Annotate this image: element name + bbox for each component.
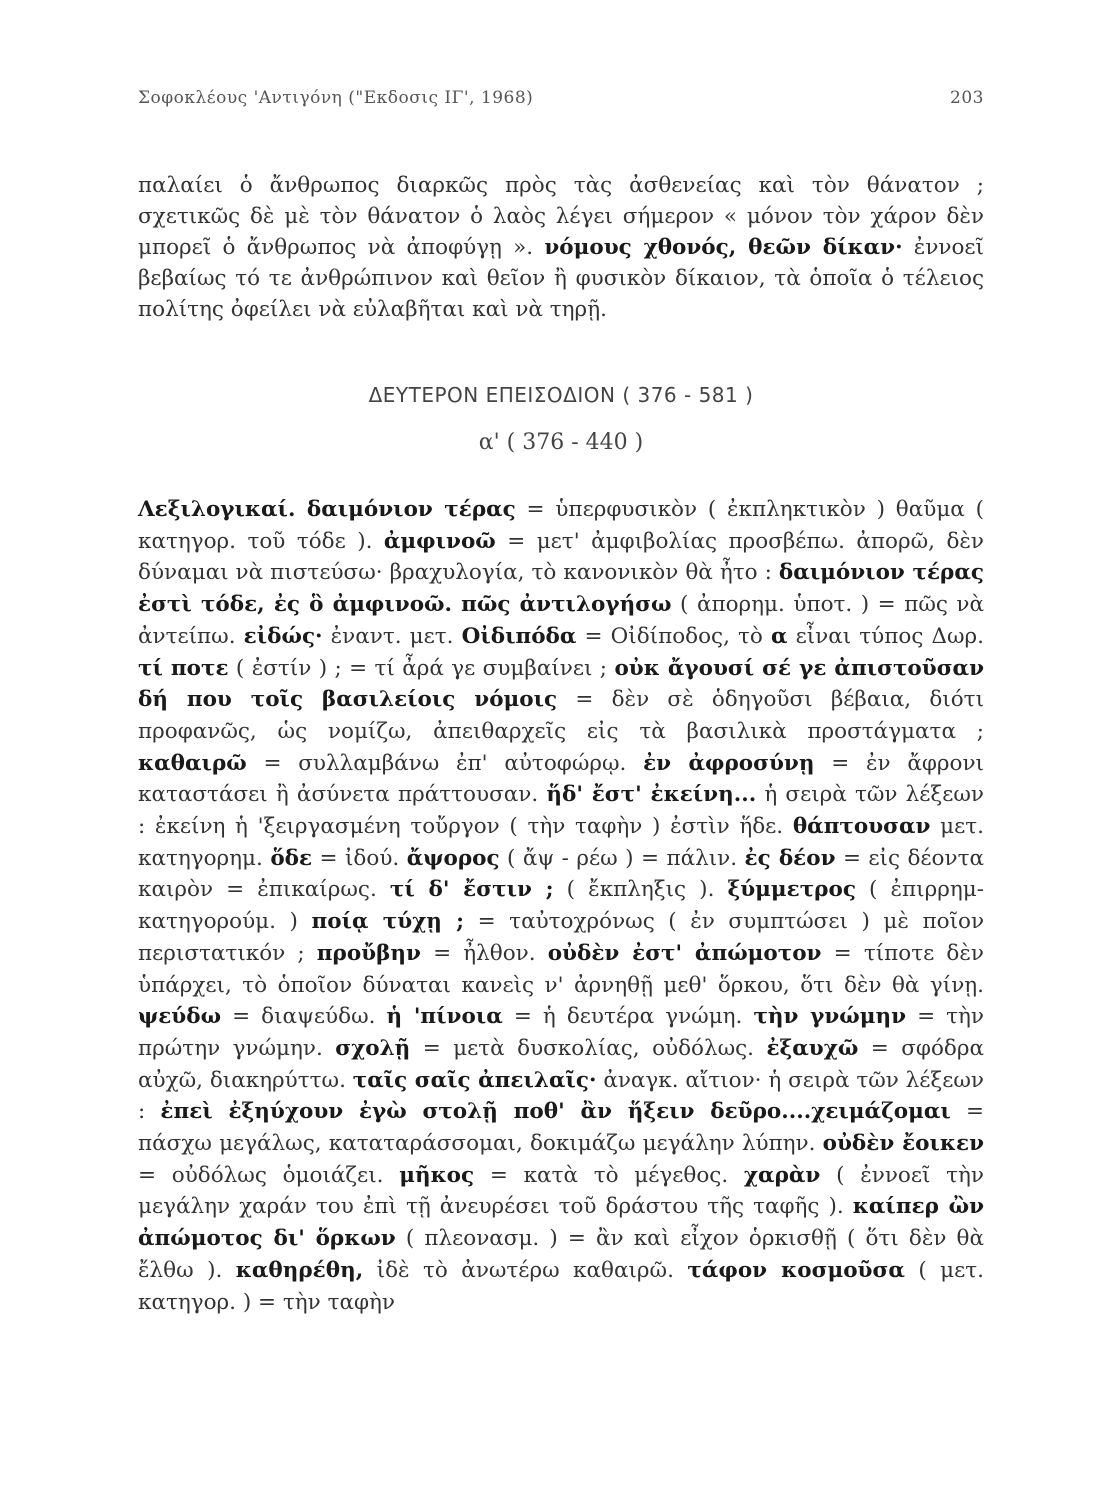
gloss-text: = Οἰδίποδος, τὸ xyxy=(576,623,771,649)
gloss-text: = ἐν ἄφρονι καταστάσει ἢ ἀσύνετα πράττουσαν. xyxy=(138,750,984,808)
gloss-text: ἐννοεῖ βεβαίως τό τε ἀνθρώπινον καὶ θεῖον ἢ φυσικὸν δίκαιον, τὰ ὁποῖα ὁ τέλειος πολίτης ὀφείλει νὰ εὐλαβῆται καὶ νὰ τηρῇ. xyxy=(138,235,984,322)
lemma-term: ψεύδω xyxy=(138,1004,222,1030)
gloss-text: = ἡ δευτέρα γνώμη. xyxy=(502,1004,754,1030)
lemma-term: νόμους χθονός, θεῶν δίκαν· xyxy=(544,235,903,260)
sub-heading: α' ( 376 - 440 ) xyxy=(478,430,644,455)
lemma-term: ἀμφινοῶ xyxy=(383,528,496,554)
gloss-text: = ἰδού. xyxy=(312,845,407,871)
gloss-text: = ἦλθον. xyxy=(420,940,548,966)
lemma-term: ἄψορος xyxy=(406,845,500,871)
gloss-text: εἶναι τύπος Δωρ. xyxy=(787,623,984,649)
gloss-text: ( ἐννοεῖ τὴν μεγάλην χαράν του ἐπὶ τῇ ἀνευρέσει τοῦ δράστου τῆς ταφῆς ). xyxy=(138,1162,984,1220)
lemma-term: δαιμόνιον τέρας ἐστὶ τόδε, ἐς ὃ ἀμφινοῶ. πῶς ἀντιλογήσω xyxy=(138,560,984,618)
lemma-term: Οἰδιπόδα xyxy=(461,623,577,649)
gloss-text: = τίποτε δὲν ὑπάρχει, τὸ ὁποῖον δύναται κανεὶς ν' ἀρνηθῇ μεθ' ὅρκου, ὅτι δὲν θὰ γίνῃ. xyxy=(138,940,984,998)
lemma-term: τὴν γνώμην xyxy=(753,1004,907,1030)
lemma-term: τί ποτε xyxy=(138,655,229,681)
lemma-term: οὐδὲν ἐστ' ἀπώμοτον xyxy=(547,940,822,966)
lemma-term: ἥδ' ἔστ' ἐκείνη... xyxy=(546,782,757,808)
lemma-term: ἐν ἀφροσύνῃ xyxy=(643,750,815,776)
gloss-text: ( ἔκπληξις ). xyxy=(553,877,728,903)
gloss-text: μετ. κατηγορημ. xyxy=(138,814,984,871)
gloss-text: ἡ σειρὰ τῶν λέξεων : ἐκείνη ἡ 'ξειργασμένη τοὔργον ( τὴν ταφὴν ) ἐστὶν ἥδε. xyxy=(138,782,984,840)
lemma-term: μῆκος xyxy=(399,1162,475,1188)
section-heading: ΔΕΥΤΕΡΟΝ ΕΠΕΙΣΟΔΙΟΝ ( 376 - 581 ) xyxy=(368,383,754,407)
gloss-text: = οὐδόλως ὁμοιάζει. xyxy=(138,1162,400,1188)
gloss-text: = διαψεύδω. xyxy=(221,1004,387,1030)
running-head xyxy=(138,88,984,108)
gloss-text: = μετὰ δυσκολίας, οὐδόλως. xyxy=(410,1035,767,1061)
gloss-text: = ὑπερφυσικὸν ( ἐκπληκτικὸν ) θαῦμα ( κατηγορ. τοῦ τόδε ). xyxy=(138,497,985,554)
lemma-term: εἰδώς· xyxy=(243,623,323,649)
gloss-text: = κατὰ τὸ μέγεθος. xyxy=(474,1162,744,1188)
lemma-term: καίπερ ὢν ἀπώμοτος δι' ὅρκων xyxy=(138,1194,985,1252)
gloss-text: ( ἀπορημ. ὑποτ. ) = πῶς νὰ ἀντείπω. xyxy=(138,592,984,649)
gloss-text: = συλλαμβάνω ἐπ' αὐτοφώρῳ. xyxy=(246,750,644,776)
gloss-text: ἐναντ. μετ. xyxy=(322,623,462,649)
lemma-term: σχολῇ xyxy=(335,1035,411,1061)
gloss-text: = εἰς δέοντα καιρὸν = ἐπικαίρως. xyxy=(138,845,984,903)
lemma-term: τάφον κοσμοῦσα xyxy=(687,1257,905,1283)
lemma-term: καθαιρῶ xyxy=(138,750,247,776)
gloss-text: = ταὐτοχρόνως ( ἐν συμπτώσει ) μὲ ποῖον περιστατικόν ; xyxy=(138,909,985,966)
gloss-text: = δὲν σὲ ὁδηγοῦσι βέβαια, διότι προφανῶς, ὡς νομίζω, ἀπειθαρχεῖς εἰς τὰ βασιλικὰ προστάγματα ; xyxy=(138,687,985,744)
lemma-term: οὐκ ἄγουσί σέ γε ἀπιστοῦσαν δή που τοῖς βασιλείοις νόμοις xyxy=(138,655,985,713)
gloss-text: = σφόδρα αὐχῶ, διακηρύττω. xyxy=(138,1035,985,1093)
gloss-text: = τὴν πρώτην γνώμην. xyxy=(138,1004,984,1061)
gloss-text: = μετ' ἀμφιβολίας προσβέπω. ἀπορῶ, δὲν δύναμαι νὰ πιστεύσω· βραχυλογία, τὸ κανονικὸν θὰ ἦτο : xyxy=(138,528,985,586)
lemma-term: θάπτουσαν xyxy=(792,814,931,840)
lemma-term: ποίᾳ τύχῃ ; xyxy=(311,909,465,935)
lemma-term: προὔβην xyxy=(316,940,421,966)
lemma-term: οὐδὲν ἔοικεν xyxy=(822,1131,985,1157)
lemma-term: ταῖς σαῖς ἀπειλαῖς· xyxy=(352,1067,597,1093)
lemma-term: ὅδε xyxy=(270,845,313,871)
lemma-term: τί δ' ἔστιν ; xyxy=(389,877,554,903)
gloss-text: παλαίει ὁ ἄνθρωπος διαρκῶς πρὸς τὰς ἀσθενείας καὶ τὸν θάνατον ; σχετικῶς δὲ μὲ τὸν θάνατον ὁ λαὸς λέγει σήμερον « μόνον τὸν χάρον δὲν μπορεῖ ὁ ἄνθρωπος νὰ ἀποφύγῃ ». xyxy=(138,173,984,260)
gloss-text: ( μετ. κατηγορ. ) = τὴν ταφὴν xyxy=(138,1257,984,1315)
lemma-term: ξύμμετρος xyxy=(727,877,856,903)
gloss-text: ( ἐστίν ) ; = τί ἆρά γε συμβαίνει ; xyxy=(228,655,615,681)
running-head-title: Σοφοκλέους 'Αντιγόνη ("Εκδοσις ΙΓ', 1968) xyxy=(138,88,534,108)
gloss-text: = πάσχω μεγάλως, καταταράσσομαι, δοκιμάζω μεγάλην λύπην. xyxy=(138,1099,985,1157)
lemma-term: α xyxy=(770,623,788,649)
lemma-term: ἐς δέον xyxy=(744,845,836,871)
lemma-term: καθηρέθη, xyxy=(235,1257,364,1283)
gloss-text: ἀναγκ. αἴτιον· ἡ σειρὰ τῶν λέξεων : xyxy=(138,1067,984,1125)
page-number: 203 xyxy=(950,88,984,108)
lemma-term: ἡ 'πίνοια xyxy=(386,1004,503,1030)
gloss-text: ( ἄψ - ρέω ) = πάλιν. xyxy=(499,845,745,871)
gloss-text: ἰδὲ τὸ ἀνωτέρω καθαιρῶ. xyxy=(363,1257,688,1283)
lemma-term: Λεξιλογικαί. δαιμόνιον τέρας xyxy=(138,497,516,522)
lemma-term: ἐξαυχῶ xyxy=(766,1035,859,1061)
gloss-text: ( πλεονασμ. ) = ἂν καὶ εἶχον ὁρκισθῇ ( ὅτι δὲν θὰ ἔλθω ). xyxy=(138,1226,985,1283)
glossary-paragraph xyxy=(138,494,984,1318)
lemma-term: χαρὰν xyxy=(743,1162,821,1188)
intro-paragraph xyxy=(138,170,984,325)
gloss-text: ( ἐπιρρημ-κατηγορούμ. ) xyxy=(138,877,984,935)
lemma-term: ἐπεὶ ἐξηύχουν ἐγὼ στολῇ ποθ' ἂν ἥξειν δεῦρο....χειμάζομαι xyxy=(160,1099,951,1125)
